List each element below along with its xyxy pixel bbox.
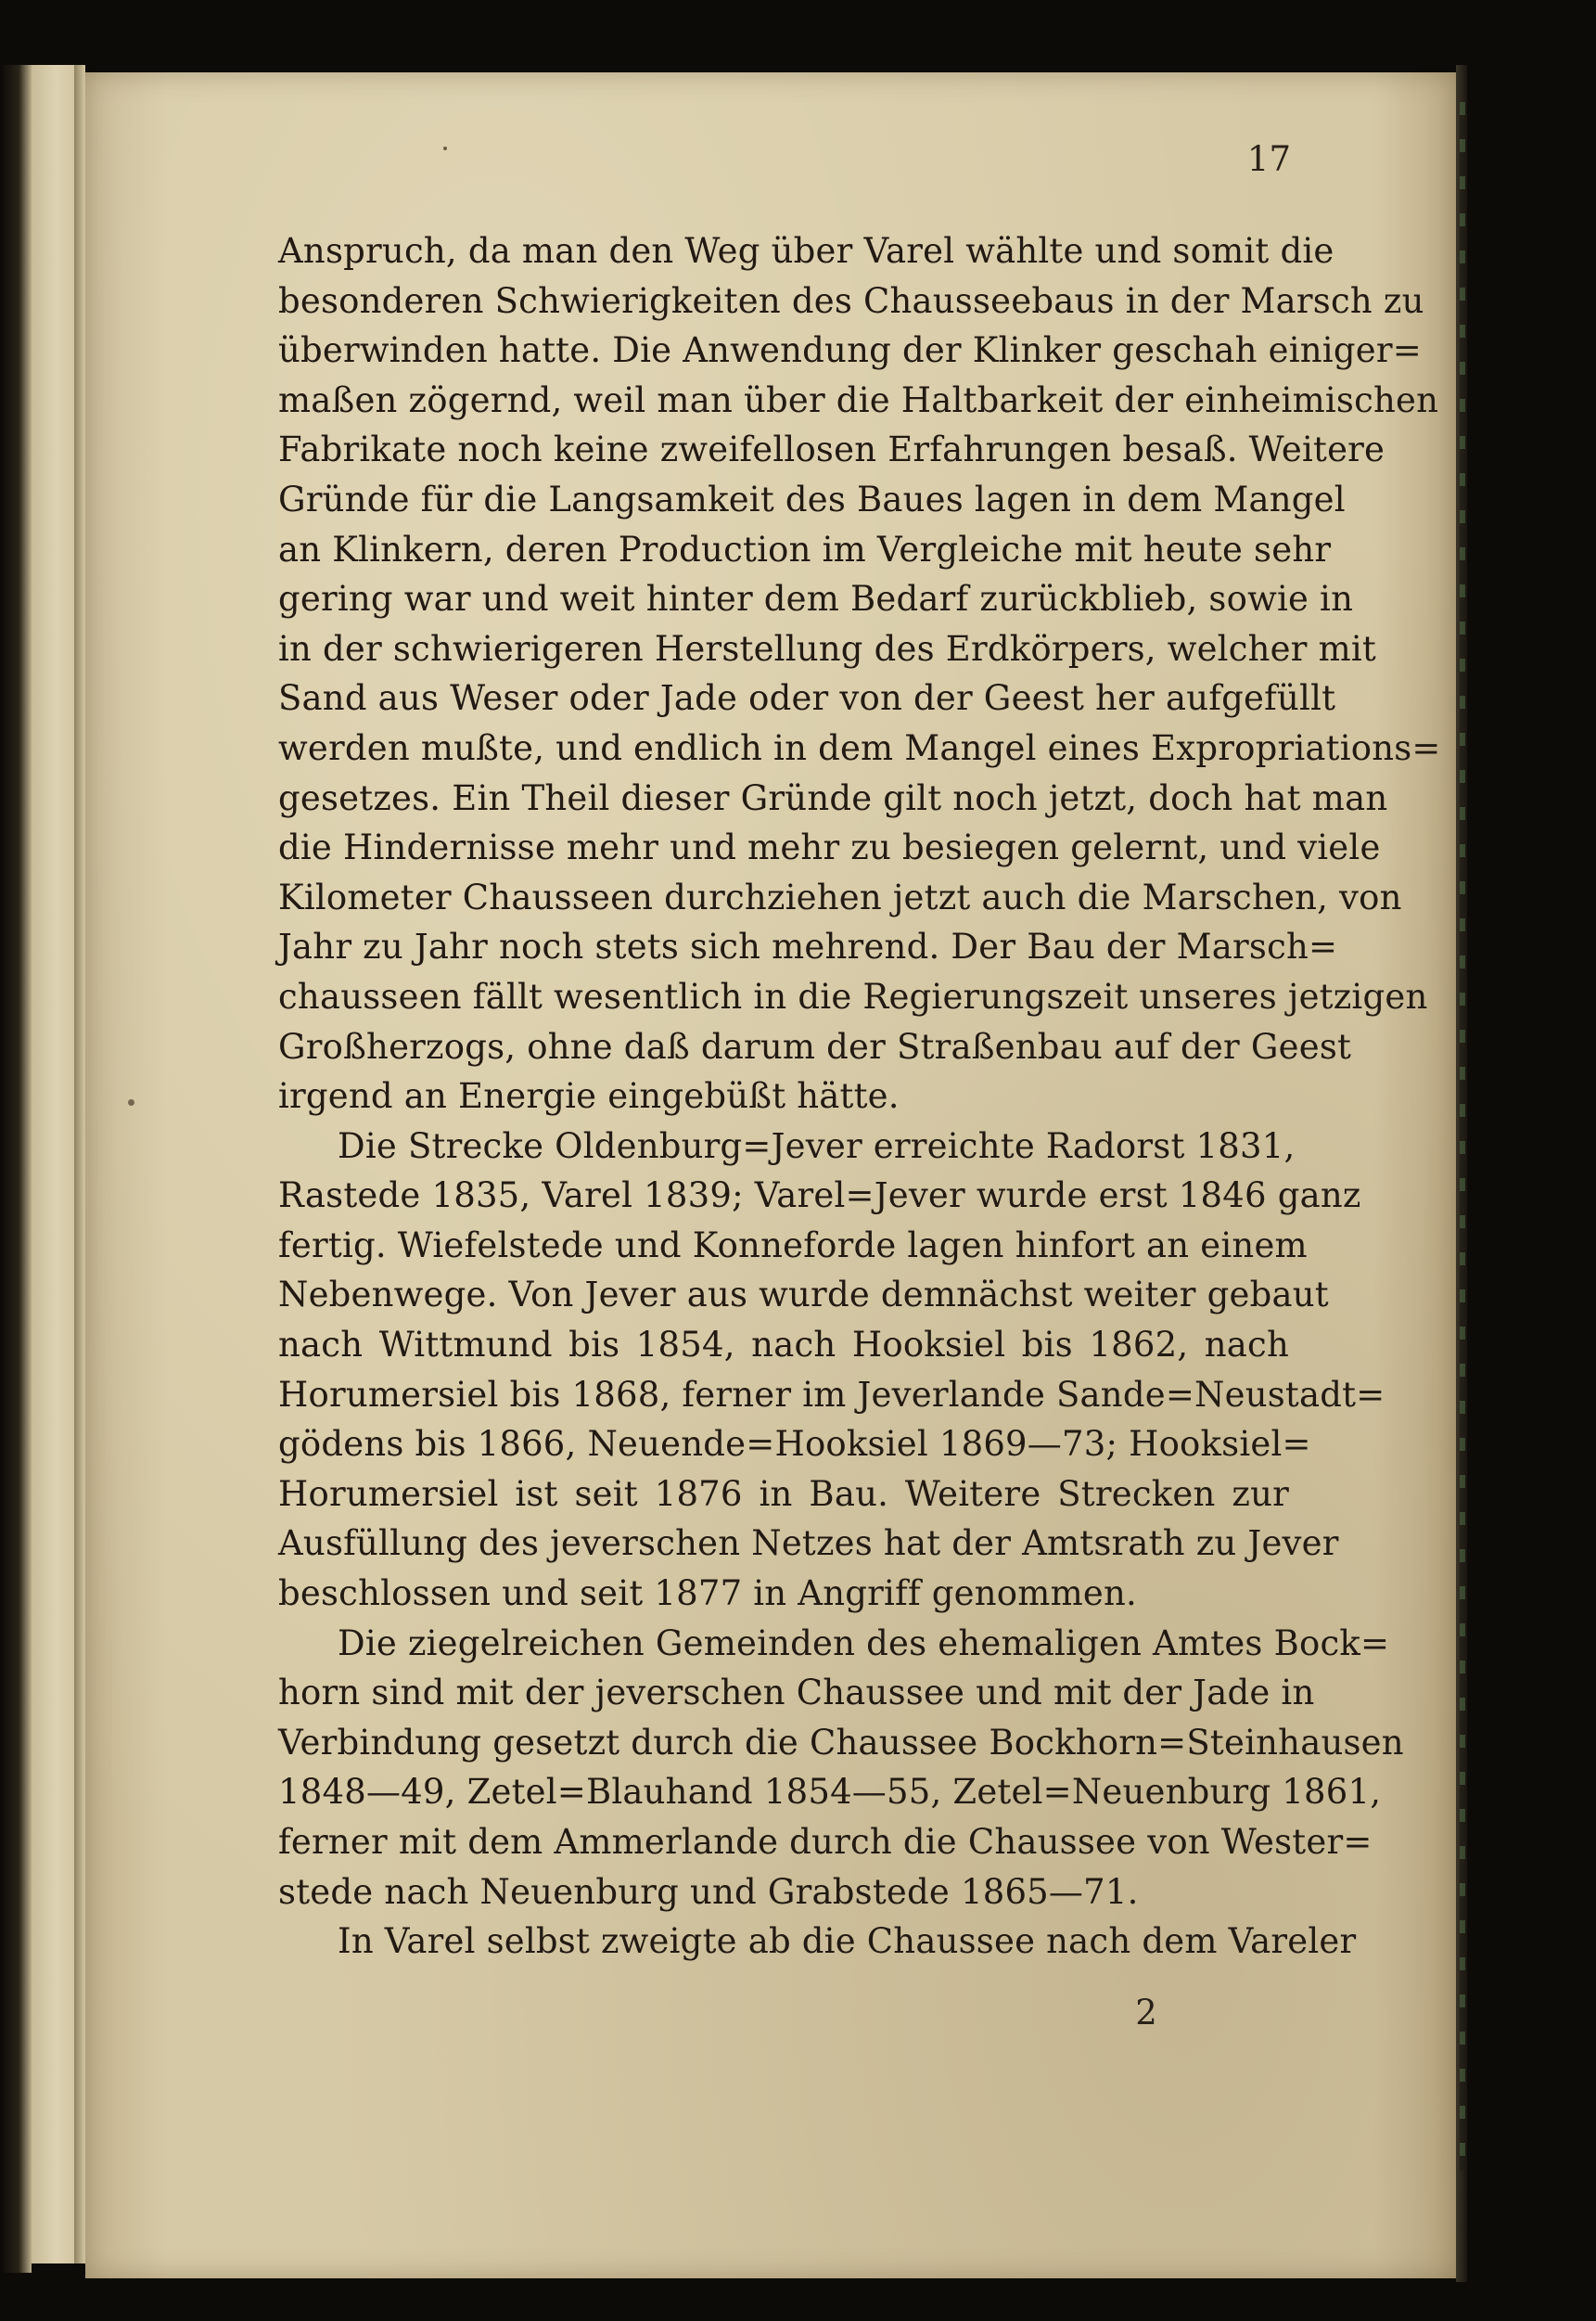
text-line: ferner mit dem Ammerlande durch die Chaussee von Wester=: [278, 1822, 1373, 1862]
signature-mark: 2: [1135, 1993, 1157, 2032]
text-line: Die ziegelreichen Gemeinden des ehemaligen Amtes Bock=: [338, 1622, 1390, 1663]
text-line: irgend an Energie eingebüßt hätte.: [278, 1076, 900, 1117]
text-line: stede nach Neuenburg und Grabstede 1865—71.: [278, 1871, 1139, 1912]
body-text: [278, 226, 1441, 1967]
text-line: Kilometer Chausseen durchziehen jetzt auch die Marschen, von: [278, 877, 1402, 917]
page-edge-marks: [1460, 102, 1465, 2171]
text-line: Fabrikate noch keine zweifellosen Erfahrungen besaß. Weitere: [278, 430, 1385, 470]
text-line: Ausfüllung des jeverschen Netzes hat der Amtsrath zu Jever: [278, 1523, 1339, 1564]
page-number: 17: [1246, 139, 1291, 179]
text-line: gesetzes. Ein Theil dieser Gründe gilt noch jetzt, doch hat man: [278, 777, 1388, 818]
book-binding-left: [0, 65, 32, 2273]
text-line: gering war und weit hinter dem Bedarf zurückblieb, sowie in: [278, 579, 1354, 620]
text-line: nach Wittmund bis 1854, nach Hooksiel bis 1862, nach: [278, 1325, 1289, 1366]
text-line: maßen zögernd, weil man über die Haltbarkeit der einheimischen: [278, 379, 1439, 420]
text-line: besonderen Schwierigkeiten des Chausseebaus in der Marsch zu: [278, 280, 1424, 321]
text-line: Anspruch, da man den Weg über Varel wählte und somit die: [278, 231, 1334, 271]
text-line: horn sind mit der jeverschen Chaussee und mit der Jade in: [278, 1673, 1315, 1713]
text-line: 1848—49, Zetel=Blauhand 1854—55, Zetel=Neuenburg 1861,: [278, 1772, 1382, 1813]
text-line: in der schwierigeren Herstellung des Erdkörpers, welcher mit: [278, 628, 1377, 669]
text-line: Gründe für die Langsamkeit des Baues lagen in dem Mangel: [278, 479, 1346, 519]
text-line: überwinden hatte. Die Anwendung der Klinker geschah einiger=: [278, 330, 1422, 371]
text-line: die Hindernisse mehr und mehr zu besiegen gelernt, und viele: [278, 827, 1381, 868]
text-line: Jahr zu Jahr noch stets sich mehrend. Der Bau der Marsch=: [278, 927, 1338, 968]
text-line: Die Strecke Oldenburg=Jever erreichte Radorst 1831,: [338, 1125, 1296, 1166]
text-line: beschlossen und seit 1877 in Angriff genommen.: [278, 1573, 1137, 1614]
text-line: an Klinkern, deren Production im Vergleiche mit heute sehr: [278, 529, 1332, 570]
ink-speck: [443, 147, 447, 150]
text-line: In Varel selbst zweigte ab die Chaussee nach dem Vareler: [338, 1921, 1357, 1962]
text-line: Sand aus Weser oder Jade oder von der Geest her aufgefüllt: [278, 678, 1336, 719]
text-line: Verbindung gesetzt durch die Chaussee Bockhorn=Steinhausen: [278, 1722, 1404, 1763]
text-line: Nebenwege. Von Jever aus wurde demnächst weiter gebaut: [278, 1275, 1329, 1315]
gutter: [74, 65, 83, 2263]
margin-speck: [128, 1099, 134, 1106]
text-line: gödens bis 1866, Neuende=Hooksiel 1869—73; Hooksiel=: [278, 1424, 1311, 1465]
text-line: Horumersiel bis 1868, ferner im Jeverlande Sande=Neustadt=: [278, 1374, 1385, 1415]
text-line: Rastede 1835, Varel 1839; Varel=Jever wurde erst 1846 ganz: [278, 1175, 1361, 1216]
text-line: werden mußte, und endlich in dem Mangel eines Expropriations=: [278, 727, 1441, 768]
text-line: Horumersiel ist seit 1876 in Bau. Weitere Strecken zur: [278, 1473, 1289, 1514]
text-line: Großherzogs, ohne daß darum der Straßenbau auf der Geest: [278, 1026, 1352, 1067]
text-line: fertig. Wiefelstede und Konneforde lagen hinfort an einem: [278, 1225, 1308, 1265]
text-line: chausseen fällt wesentlich in die Regierungszeit unseres jetzigen: [278, 976, 1428, 1017]
